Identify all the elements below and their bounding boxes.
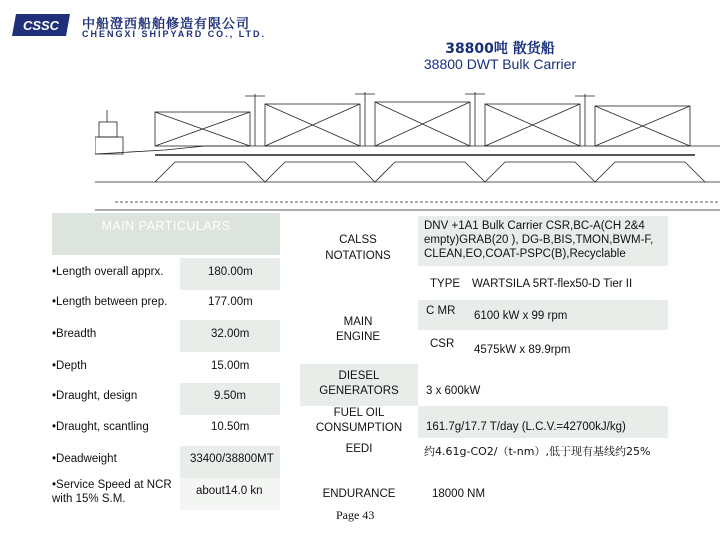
- company-name-en: CHENGXI SHIPYARD CO., LTD.: [82, 29, 267, 39]
- main-particulars-header: [52, 213, 280, 255]
- endurance-label: ENDURANCE: [322, 488, 396, 500]
- page-number: Page 43: [336, 508, 375, 522]
- eedi-label: EEDI: [345, 443, 373, 455]
- fuel-consumption-label: FUEL OIL CONSUMPTION: [315, 407, 403, 434]
- particular-label: •Draught, design: [52, 390, 138, 402]
- engine-type-key: TYPE: [430, 278, 461, 290]
- particular-value: 33400/38800MT: [190, 453, 274, 465]
- ship-profile-drawing: [95, 82, 720, 214]
- endurance-value: 18000 NM: [432, 488, 486, 500]
- particular-label: •Breadth: [52, 328, 97, 340]
- engine-type-value: WARTSILA 5RT-flex50-D Tier II: [472, 278, 633, 290]
- particular-value: 15.00m: [211, 360, 250, 372]
- main-engine-label: MAIN ENGINE: [335, 316, 381, 343]
- csr-value: 4575kW x 89.9rpm: [474, 344, 571, 356]
- class-notation-label: CALSS NOTATIONS: [325, 234, 391, 262]
- particular-value: 9.50m: [214, 390, 246, 402]
- diesel-generators-value: 3 x 600kW: [426, 385, 481, 397]
- class-notation-value: DNV +1A1 Bulk Carrier CSR,BC-A(CH 2&4 empty)GRAB(20 ), DG-B,BIS,TMON,BWM-F, CLEAN,EO,COAT-PSPC(B),Recyclable: [424, 220, 654, 260]
- particular-label: •Length between prep.: [52, 296, 168, 308]
- eedi-value: 约4.61g-CO2/（t-nm）,低于现有基线约25%: [424, 445, 651, 458]
- csr-key: CSR: [430, 338, 455, 350]
- particular-value: 32.00m: [211, 328, 250, 340]
- company-name-cn: 中船澄西船舶修造有限公司: [82, 17, 251, 32]
- cmr-value: 6100 kW x 99 rpm: [474, 310, 568, 322]
- particular-label: •Service Speed at NCR with 15% S.M.: [52, 479, 172, 505]
- main-particulars-heading: MAIN PARTICULARS: [101, 219, 231, 233]
- particular-label: •Depth: [52, 360, 87, 372]
- cssc-logo: [12, 12, 74, 38]
- particular-label: •Draught, scantling: [52, 421, 149, 433]
- fuel-consumption-value: 161.7g/17.7 T/day (L.C.V.=42700kJ/kg): [426, 421, 626, 433]
- svg-text:CSSC: CSSC: [22, 18, 60, 33]
- particular-value: 10.50m: [211, 421, 250, 433]
- particular-value: 180.00m: [208, 266, 253, 278]
- particular-label: •Deadweight: [52, 453, 117, 465]
- particular-label: •Length overall apprx.: [52, 266, 164, 278]
- diesel-generators-label: DIESEL GENERATORS: [319, 370, 399, 397]
- particular-value: about14.0 kn: [196, 485, 263, 497]
- cmr-key: C MR: [426, 305, 456, 317]
- title-en: 38800 DWT Bulk Carrier: [423, 56, 577, 72]
- particular-value: 177.00m: [208, 296, 253, 308]
- title-cn: 38800吨 散货船: [445, 41, 555, 57]
